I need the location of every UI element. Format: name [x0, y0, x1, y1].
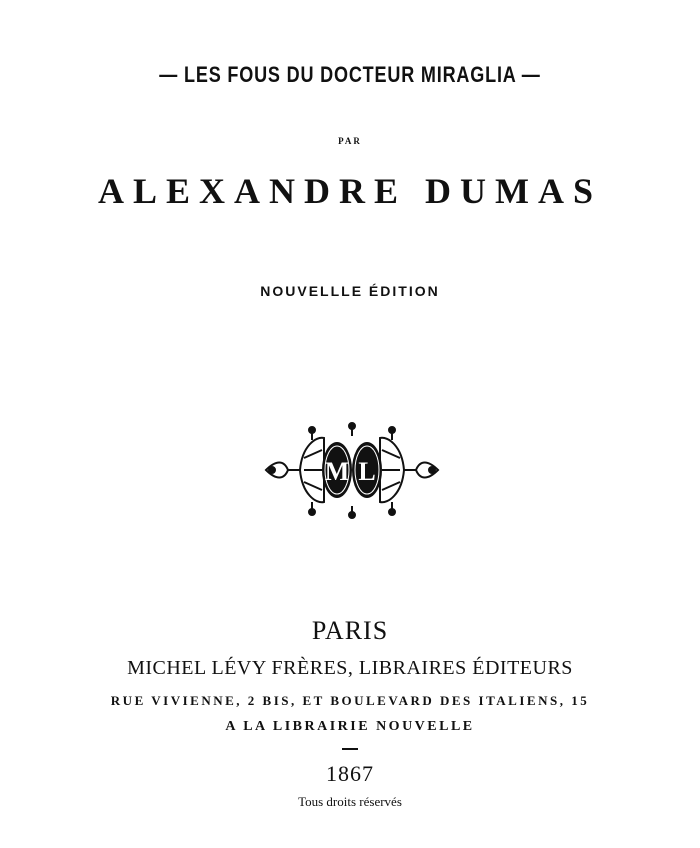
imprint-bookshop: A LA LIBRAIRIE NOUVELLE: [225, 719, 475, 734]
imprint-address: RUE VIVIENNE, 2 BIS, ET BOULEVARD DES ITALIENS, 15: [110, 693, 590, 708]
publisher-monogram-icon: [262, 420, 442, 520]
imprint-publisher: MICHEL LÉVY FRÈRES, LIBRAIRES ÉDITEURS: [127, 657, 573, 679]
rights-notice: Tous droits réservés: [298, 794, 402, 809]
edition-statement: NOUVELLLE ÉDITION: [260, 283, 440, 299]
monogram-letter-l: L: [358, 457, 376, 486]
byline-par: PAR: [338, 136, 362, 146]
divider-rule: [342, 748, 358, 750]
publication-year: 1867: [326, 761, 374, 786]
author-name: ALEXANDRE DUMAS: [97, 171, 603, 211]
monogram-letter-m: M: [324, 457, 350, 486]
imprint-city: PARIS: [311, 616, 389, 645]
book-subtitle: — LES FOUS DU DOCTEUR MIRAGLIA —: [159, 62, 541, 87]
